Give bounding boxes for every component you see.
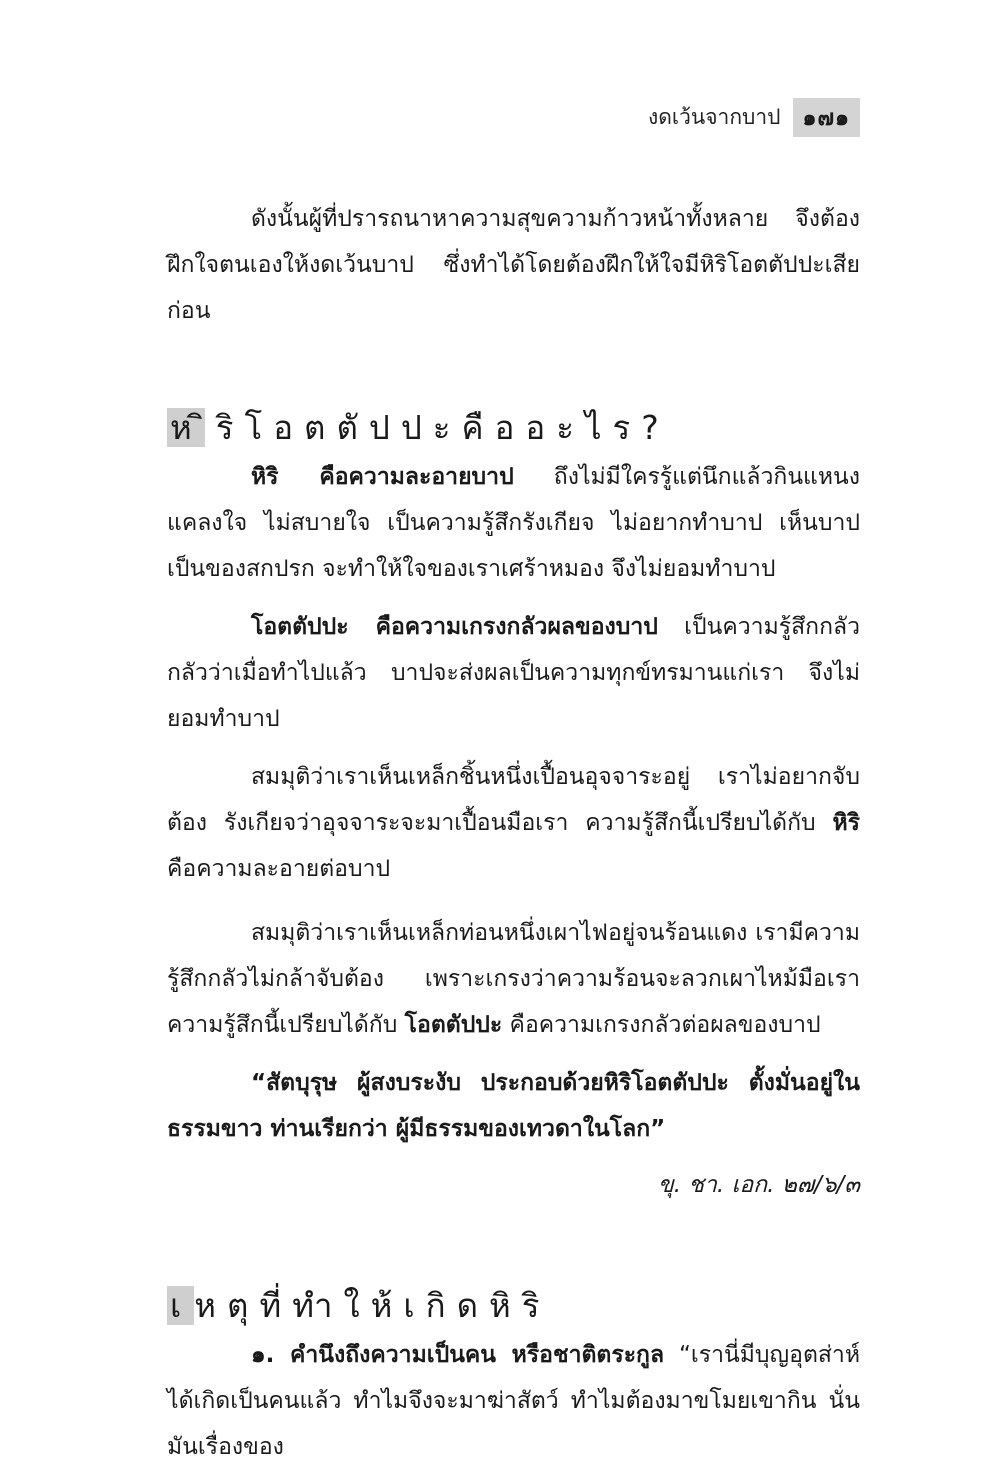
example-ottappa (167, 910, 860, 1048)
ottappa-text: เป็นความรู้สึกกลัว กลัวว่าเมื่อทำไปแล้ว บาปจะส่งผลเป็นความทุกข์ทรมานแก่เรา จึงไม่ยอมทำบาป (167, 614, 860, 732)
intro-paragraph: ดังนั้นผู้ที่ปรารถนาหาความสุขความก้าวหน้าทั้งหลาย จึงต้องฝึกใจตนเองให้งดเว้นบาป ซึ่งทำได้โดยต้องฝึกให้ใจมีหิริโอตตัปปะเสียก่อน (167, 206, 860, 324)
hiri-term: หิริ คือความละอายบาป (251, 464, 514, 490)
hiri-text: ถึงไม่มีใครรู้แต่นึกแล้วกินแหนงแคลงใจ ไม่สบายใจ เป็นความรู้สึกรังเกียจ ไม่อยากทำบาป เห็นบาปเป็นของสกปรก จะทำให้ใจของเราเศร้าหมอง จึงไม่ยอมทำบาป (167, 464, 860, 582)
section-heading-hiri-ottappa (167, 404, 860, 452)
page-content (167, 196, 860, 1470)
item1-text: “เรานี่มีบุญอุตส่าห์ได้เกิดเป็นคนแล้ว ทำไมจึงจะมาฆ่าสัตว์ ทำไมต้องมาขโมยเขากิน นั่นมันเรื่องของ (167, 1342, 860, 1460)
cause-item-1 (167, 1332, 860, 1470)
example1-text: สมมุติว่าเราเห็นเหล็กชิ้นหนึ่งเปื้อนอุจจาระอยู่ เราไม่อยากจับต้อง รังเกียจว่าอุจจาระจะมาเปื้อนมือเรา ความรู้สึกนี้เปรียบได้กับ (167, 764, 860, 836)
quote: “สัตบุรุษ ผู้สงบระงับ ประกอบด้วยหิริโอตตัปปะ ตั้งมั่นอยู่ในธรรมขาว ท่านเรียกว่า ผู้มีธรรมของเทวดาในโลก” (167, 1070, 860, 1142)
heading-initial: ห (167, 408, 205, 447)
heading-text: ิริโอตตัปปะคืออะไร? (204, 408, 670, 447)
item1-term: ๑. คำนึงถึงความเป็นคน หรือชาติตระกูล (251, 1342, 665, 1368)
running-header (648, 98, 860, 137)
hiri-definition (167, 454, 860, 592)
example1-term: หิริ (832, 810, 860, 836)
page-number: ๑๗๑ (793, 98, 860, 137)
section-heading-causes-of-hiri (167, 1282, 860, 1330)
heading-initial: เ (167, 1286, 194, 1325)
running-title: งดเว้นจากบาป (648, 105, 781, 129)
heading-text: หตุที่ทำให้เกิดหิริ (194, 1286, 551, 1325)
ottappa-term: โอตตัปปะ คือความเกรงกลัวผลของบาป (251, 614, 658, 640)
example2-text: สมมุติว่าเราเห็นเหล็กท่อนหนึ่งเผาไฟอยู่จนร้อนแดง เรามีความรู้สึกกลัวไม่กล้าจับต้อง เพราะเกรงว่าความร้อนจะลวกเผาไหม้มือเรา ความรู้สึกนี้เปรียบได้กับ (167, 920, 860, 1038)
example2-tail: คือความเกรงกลัวต่อผลของบาป (502, 1012, 821, 1038)
citation: ขุ. ชา. เอก. ๒๗/๖/๓ (658, 1172, 860, 1198)
example2-term: โอตตัปปะ (404, 1012, 503, 1038)
example1-tail: คือความละอายต่อบาป (167, 856, 391, 882)
ottappa-definition (167, 604, 860, 742)
example-hiri (167, 754, 860, 892)
